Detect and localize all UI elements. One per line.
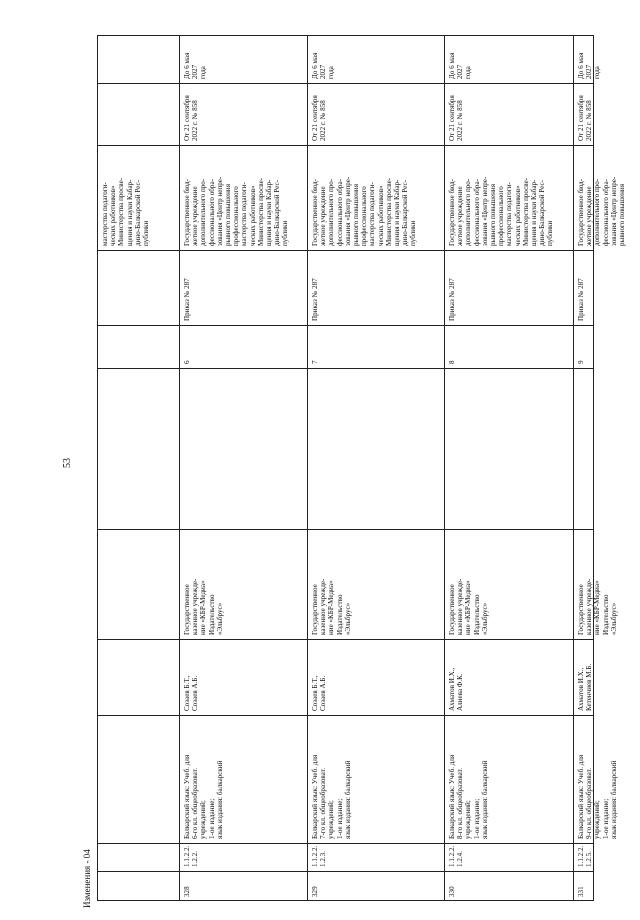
row-328-num-cell-text: 328: [183, 886, 191, 897]
row-330-code-cell-text: 1.1.2.2. 1.2.4.: [448, 845, 465, 867]
row-328-organization-cell-text: Государственное бюд- жетное учреждение дополнительного про- фессионального обра- зования «Центр непре- рывного повышения профессионального мастерства педагоги- ческих работников» Министерства просве- щения и науки Кабар- дино-Балкарской Рес- публики: [183, 176, 290, 246]
row-331-date-cell-text: От 21 сентября 2022 г. № 858: [577, 95, 594, 141]
row-330-authors-cell-text: Ахматов И.Х., Алиева Ф.К.: [448, 667, 465, 711]
row-329-authors-cell: [307, 639, 444, 715]
row-328-authors-cell-text: Созаев Б.Т., Созаев А.Б.: [183, 675, 200, 711]
row-330-publisher-cell-text: Государственное казенное учрежде- ние «КБР-Медиа» Издательство «Эльбрус»: [448, 578, 489, 635]
row-328-order-cell-text: Приказ № 287: [183, 278, 191, 321]
row-328-valid-cell: [179, 35, 307, 83]
row-330-authors-cell: [444, 639, 573, 715]
row-329-seq-cell-text: 7: [311, 360, 319, 364]
row-329-order-cell: [307, 250, 444, 325]
footer-note: Изменения - 04: [82, 849, 92, 908]
row-330-valid-cell: [444, 35, 573, 83]
row-328-title-cell-text: Балкарский язык: Учеб. для 6-го кл. общеобразоват. учреждений; 1-ое издание; язык издания: балкарский: [183, 754, 224, 839]
row-329-code-cell-text: 1.1.2.2. 1.2.3.: [311, 845, 328, 867]
row-331-organization-cell-text: Государственное бюд- жетное учреждение дополнительного про- фессионального обра- зования «Центр непре- рывного повышения: [577, 176, 627, 246]
row-331-title-cell-text: Балкарский язык: Учеб. для 9-го кл. общеобразоват. учреждений; 1-ое издание; язык издания: балкарский: [577, 754, 618, 839]
row-328-authors-cell: [179, 639, 307, 715]
row-330-date-cell: [444, 83, 573, 145]
row-329-num-cell: [307, 871, 444, 901]
row-329-publisher-cell-text: Государственное казенное учрежде- ние «КБР-Медиа» Издательство «Эльбрус»: [311, 578, 352, 635]
row-329-code-cell: [307, 843, 444, 871]
row-328-date-cell: [179, 83, 307, 145]
row-331-code-cell-text: 1.1.2.2. 1.2.5.: [577, 845, 594, 867]
row-331-code-cell: [573, 843, 594, 871]
row-330-order-cell-text: Приказ № 287: [448, 278, 456, 321]
row-328-title-cell: [179, 715, 307, 843]
row-330-order-cell: [444, 250, 573, 325]
row-331-seq-cell-text: 9: [577, 360, 585, 364]
row-328-seq-cell-text: 6: [183, 360, 191, 364]
row-328-publisher-cell: [179, 529, 307, 639]
row-329-valid-cell-text: До 6 мая 2027 года: [311, 52, 336, 79]
row-329-title-cell-text: Балкарский язык: Учеб. для 7-го кл. общеобразоват. учреждений; 1-ое издание; язык издания: балкарский: [311, 754, 352, 839]
row-330-seq-cell-text: 8: [448, 360, 456, 364]
row-330-organization-cell: [444, 145, 573, 250]
row-331-publisher-cell: [573, 529, 618, 639]
row-330-title-cell-text: Балкарский язык: Учеб. для 8-го кл. общеобразоват. учреждений; 1-ое издание; язык издания: балкарский: [448, 754, 489, 839]
page-number: 53: [62, 458, 73, 468]
row-329-authors-cell-text: Созаев Б.Т., Созаев А.Б.: [311, 675, 328, 711]
row-328-seq-cell: [179, 325, 307, 368]
row-330-publisher-cell: [444, 529, 573, 639]
column-separator: [97, 368, 594, 369]
row-328-code-cell-text: 1.1.2.2. 1.2.2.: [183, 845, 200, 867]
row-330-valid-cell-text: До 6 мая 2027 года: [448, 52, 473, 79]
row-331-organization-cell: [573, 145, 627, 250]
row-329-publisher-cell: [307, 529, 444, 639]
row-331-seq-cell: [573, 325, 594, 368]
row-328-num-cell: [179, 871, 307, 901]
row-328-date-cell-text: От 21 сентября 2022 г. № 858: [183, 95, 200, 141]
row-330-organization-cell-text: Государственное бюд- жетное учреждение дополнительного про- фессионального обра- зования «Центр непре- рывного повышения профессионального мастерства педагоги- ческих работников» Министерства просве- щения и науки Кабар- дино-Балкарской Рес- публики: [448, 176, 555, 246]
row-331-valid-cell-text: До 6 мая 2027 года: [577, 52, 602, 79]
row-331-order-cell-text: Приказ № 287: [577, 278, 585, 321]
document-table: [97, 35, 627, 901]
row-329-valid-cell: [307, 35, 444, 83]
row-331-valid-cell: [573, 35, 602, 83]
row-329-order-cell-text: Приказ № 287: [311, 278, 319, 321]
row-329-organization-cell-text: Государственное бюд- жетное учреждение дополнительного про- фессионального обра- зования «Центр непре- рывного повышения профессионального мастерства педагоги- ческих работников» Министерства просве- щения и науки Кабар- дино-Балкарской Рес- публики: [311, 176, 418, 246]
row-331-publisher-cell-text: Государственное казенное учрежде- ние «КБР-Медиа» Издательство «Эльбрус»: [577, 578, 618, 635]
row-329-num-cell-text: 329: [311, 886, 319, 897]
row-329-title-cell: [307, 715, 444, 843]
row-328-valid-cell-text: До 6 мая 2027 года: [183, 52, 208, 79]
row-330-date-cell-text: От 21 сентября 2022 г. № 858: [448, 95, 465, 141]
row-331-num-cell-text: 331: [577, 886, 585, 897]
row-328-organization-cell: [179, 145, 307, 250]
row-329-date-cell-text: От 21 сентября 2022 г. № 858: [311, 95, 328, 141]
row-328-code-cell: [179, 843, 307, 871]
row-331-authors-cell-text: Ахматов И.Х., Кетенчиев М.Б.: [577, 663, 594, 711]
row-330-num-cell-text: 330: [448, 886, 456, 897]
row-330-num-cell: [444, 871, 573, 901]
row-331-order-cell: [573, 250, 594, 325]
previous-row-organization-cell-text: мастерства педагоги- ческих работников» Министерства просве- щения и науки Кабар- дино-Балкарской Рес- публики: [101, 177, 151, 246]
row-331-title-cell: [573, 715, 618, 843]
row-329-organization-cell: [307, 145, 444, 250]
row-330-title-cell: [444, 715, 573, 843]
row-330-code-cell: [444, 843, 573, 871]
row-329-seq-cell: [307, 325, 444, 368]
row-328-order-cell: [179, 250, 307, 325]
row-331-date-cell: [573, 83, 594, 145]
row-329-date-cell: [307, 83, 444, 145]
row-331-num-cell: [573, 871, 594, 901]
previous-row-organization-cell: [97, 145, 179, 250]
row-330-seq-cell: [444, 325, 573, 368]
row-331-authors-cell: [573, 639, 594, 715]
row-328-publisher-cell-text: Государственное казенное учрежде- ние «КБР-Медиа» Издательство «Эльбрус»: [183, 578, 224, 635]
